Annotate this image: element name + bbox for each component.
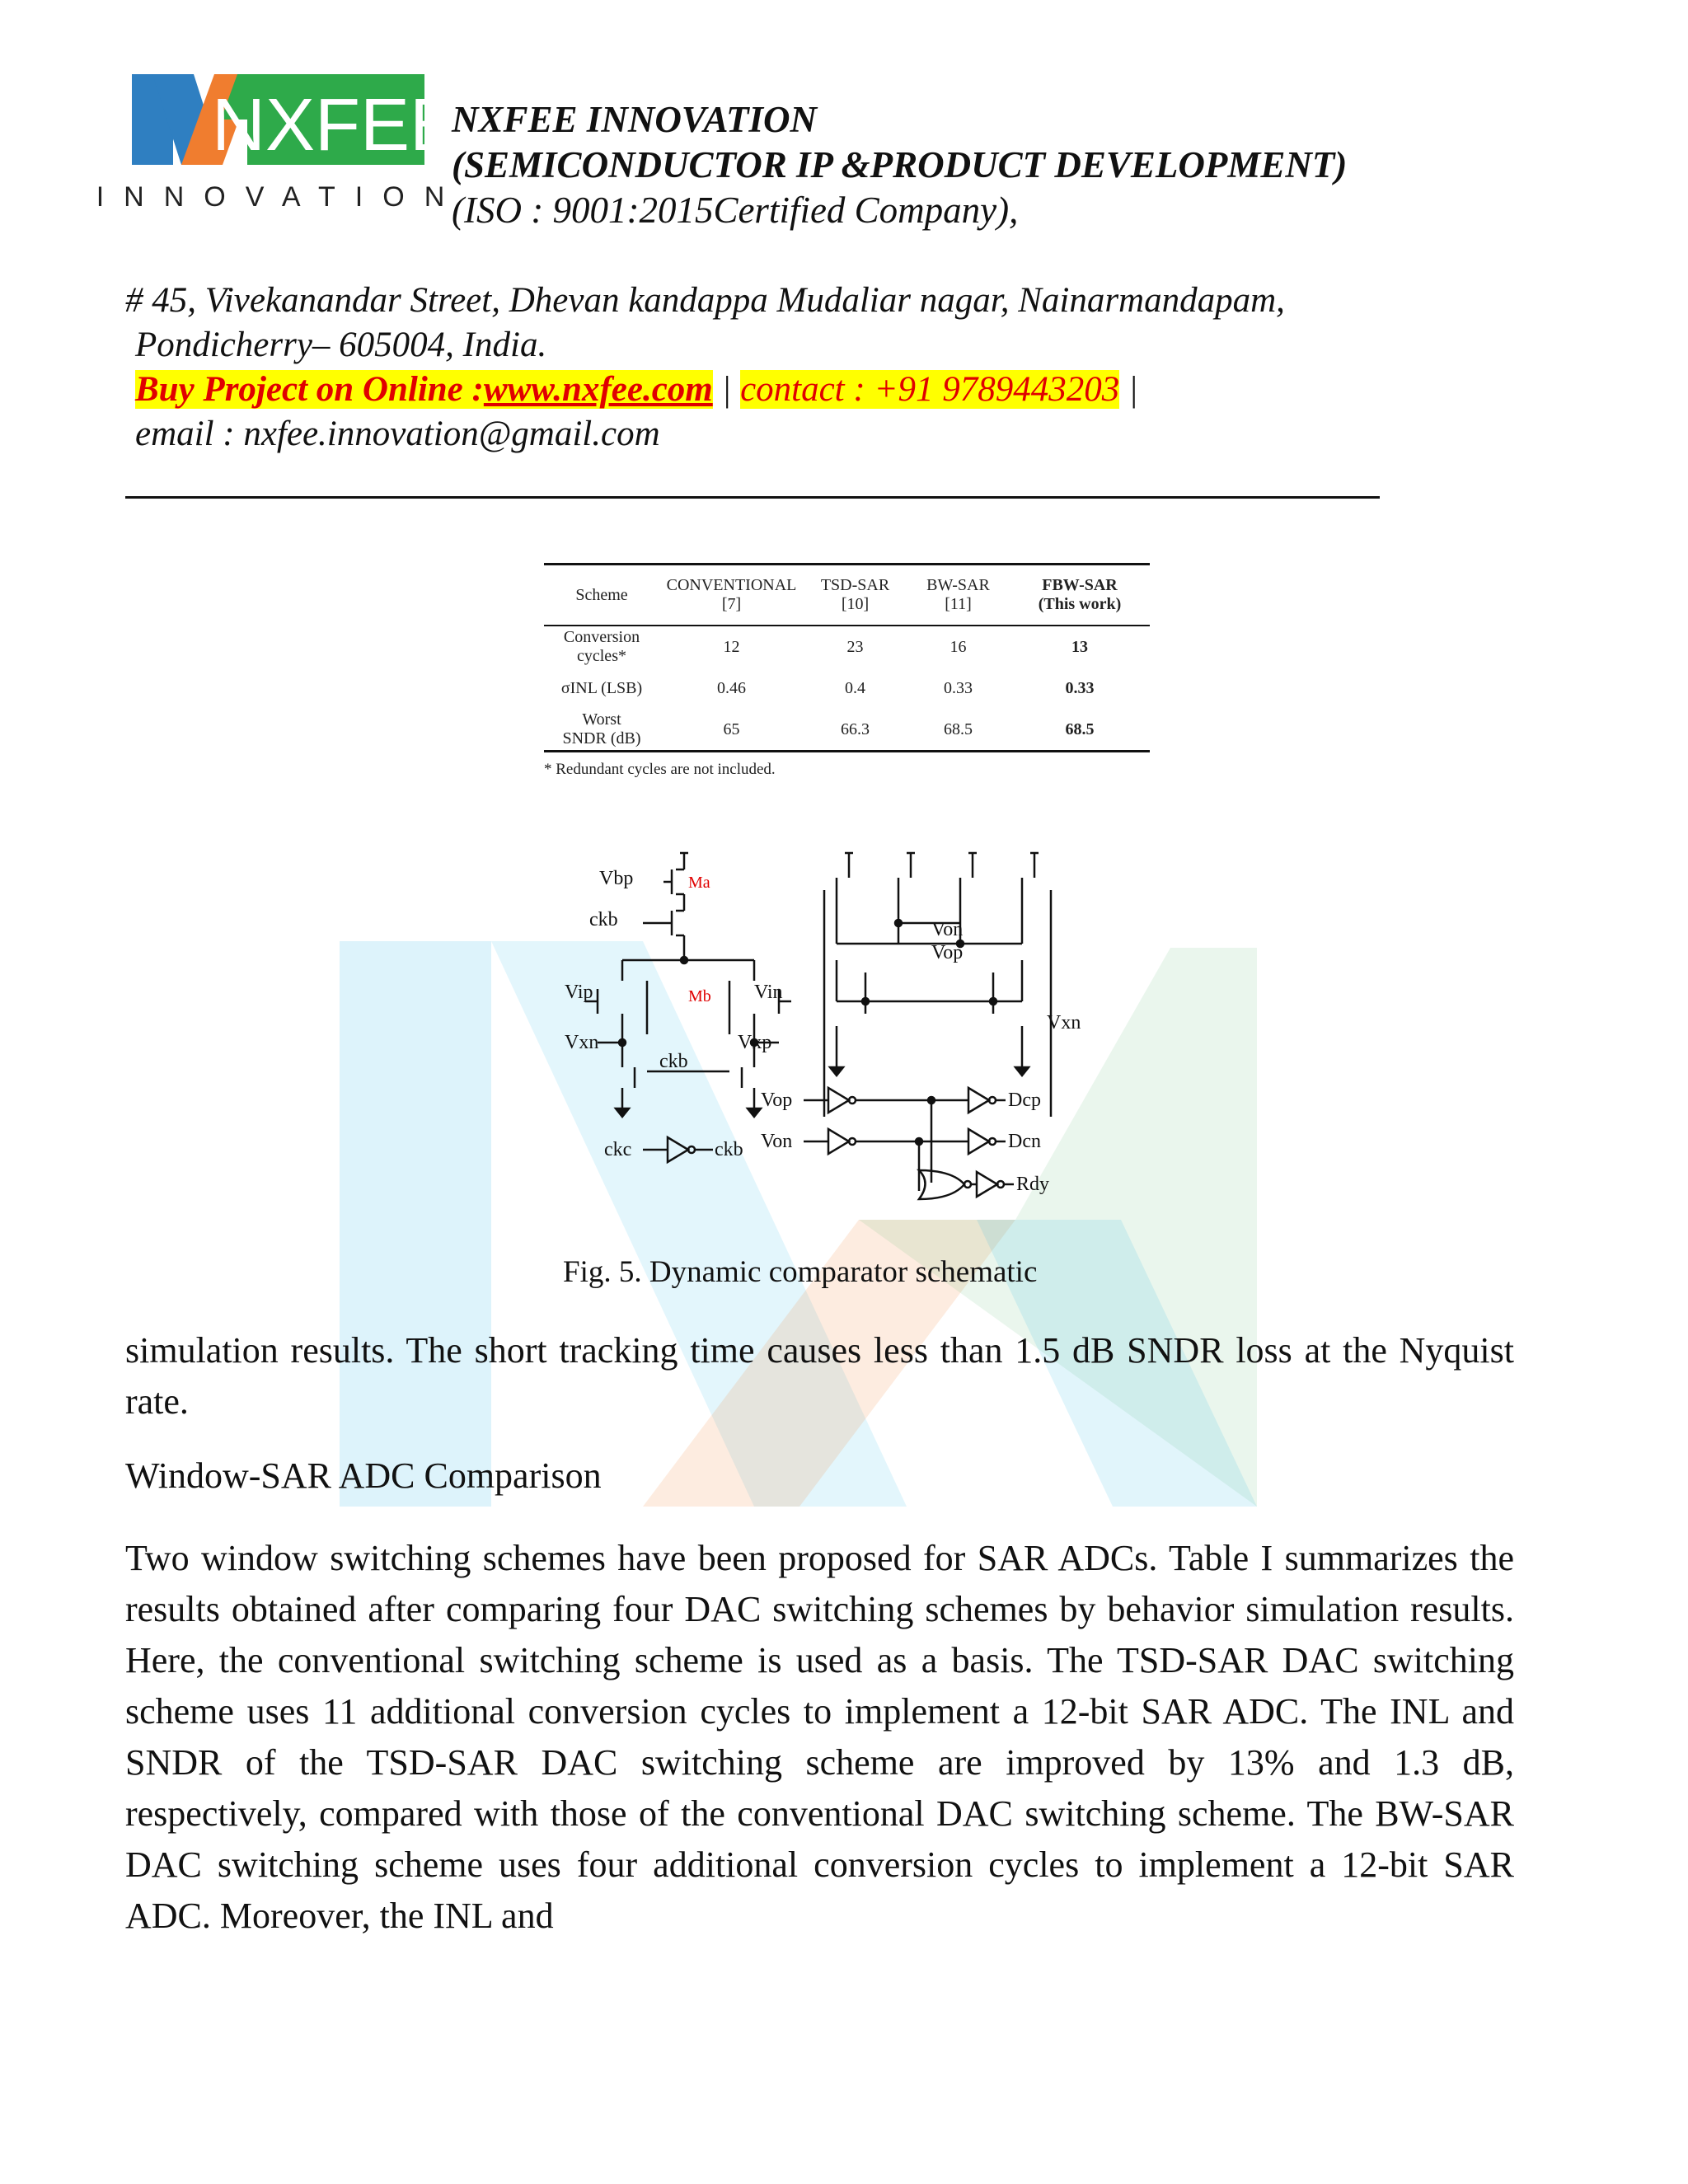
svg-text:Von: Von bbox=[761, 1131, 793, 1152]
svg-text:ckb: ckb bbox=[659, 1051, 688, 1072]
comparison-table bbox=[544, 563, 1150, 779]
table-header-row bbox=[544, 565, 1150, 625]
company-block bbox=[452, 97, 1347, 233]
comparator-schematic bbox=[540, 837, 1117, 1220]
table-header-cell: CONVENTIONAL [7] bbox=[666, 576, 797, 613]
svg-text:INNOVATION: INNOVATION bbox=[96, 181, 465, 213]
separator: | bbox=[1119, 370, 1138, 409]
table-footnote: * Redundant cycles are not included. bbox=[544, 761, 776, 778]
svg-text:Vin: Vin bbox=[754, 982, 783, 1003]
svg-text:Mb: Mb bbox=[688, 987, 711, 1005]
svg-text:Vxp: Vxp bbox=[738, 1032, 772, 1053]
table-row: Worst SNDR (dB) 65 66.3 68.5 68.5 bbox=[562, 710, 1095, 748]
body-paragraph: Two window switching schemes have been proposed for SAR ADCs. Table I summarizes the results obtained after comparing four DAC switching schemes by behavior simulation results. Here, the conventional switching scheme is used as a basis. The TSD-SAR DAC switching scheme uses 11 additional conversion cycles to implement a 12-bit SAR ADC. The INL and SNDR of the TSD-SAR DAC switching scheme are improved by 13% and 1.3 dB, respectively, compared with those of the conventional DAC switching scheme. The BW-SAR DAC switching scheme uses four additional conversion cycles to implement a 12-bit SAR ADC. Moreover, the INL and bbox=[125, 1538, 1514, 1936]
email-line: email : nxfee.innovation@gmail.com bbox=[135, 415, 660, 453]
svg-text:Vop: Vop bbox=[931, 942, 964, 963]
table-row: Conversion cycles* 12 23 16 13 bbox=[563, 628, 1088, 665]
table-header-cell: TSD-SAR [10] bbox=[820, 576, 890, 613]
svg-text:ckc: ckc bbox=[604, 1139, 632, 1160]
svg-text:Vxn: Vxn bbox=[1047, 1012, 1081, 1033]
table-header-cell: FBW-SAR (This work) bbox=[1038, 576, 1122, 613]
buy-project-label: Buy Project on Online : bbox=[135, 370, 484, 409]
figure-caption: Fig. 5. Dynamic comparator schematic bbox=[563, 1255, 1038, 1289]
nxfee-logo bbox=[96, 70, 465, 223]
table-header-cell: Scheme bbox=[575, 585, 628, 604]
svg-text:NXFEE: NXFEE bbox=[211, 84, 460, 166]
svg-text:Ma: Ma bbox=[688, 874, 710, 892]
table-bottom-rule bbox=[544, 750, 1150, 752]
svg-text:ckb: ckb bbox=[715, 1139, 743, 1160]
svg-text:Von: Von bbox=[931, 919, 964, 940]
svg-text:Dcp: Dcp bbox=[1008, 1090, 1041, 1111]
separator: | bbox=[712, 370, 741, 409]
company-division: (SEMICONDUCTOR IP &PRODUCT DEVELOPMENT) bbox=[452, 144, 1348, 185]
contact-line bbox=[125, 368, 1285, 412]
svg-text:Vxn: Vxn bbox=[565, 1032, 599, 1053]
svg-text:Rdy: Rdy bbox=[1016, 1174, 1050, 1195]
company-iso: (ISO : 9001:2015Certified Company), bbox=[452, 190, 1019, 231]
contact-phone: contact : +91 9789443203 bbox=[740, 370, 1120, 409]
website-link[interactable]: www.nxfee.com bbox=[483, 370, 713, 409]
table-header-cell: BW-SAR [11] bbox=[926, 576, 990, 613]
header-rule bbox=[125, 496, 1380, 499]
svg-text:Vip: Vip bbox=[565, 982, 593, 1003]
address-line-2: Pondicherry– 605004, India. bbox=[135, 326, 547, 364]
section-heading: Window-SAR ADC Comparison bbox=[125, 1455, 602, 1496]
svg-text:Dcn: Dcn bbox=[1008, 1131, 1041, 1152]
svg-text:ckb: ckb bbox=[589, 909, 618, 930]
svg-text:Vop: Vop bbox=[761, 1090, 793, 1111]
address-block bbox=[125, 279, 1285, 457]
body-paragraph: simulation results. The short tracking time causes less than 1.5 dB SNDR loss at the Nyquist rate. bbox=[125, 1330, 1514, 1422]
svg-text:Vbp: Vbp bbox=[599, 868, 634, 889]
address-line-1: # 45, Vivekanandar Street, Dhevan kandappa Mudaliar nagar, Nainarmandapam, bbox=[125, 281, 1285, 320]
table-row: σINL (LSB) 0.46 0.4 0.33 0.33 bbox=[560, 678, 1095, 697]
company-name: NXFEE INNOVATION bbox=[452, 99, 818, 140]
